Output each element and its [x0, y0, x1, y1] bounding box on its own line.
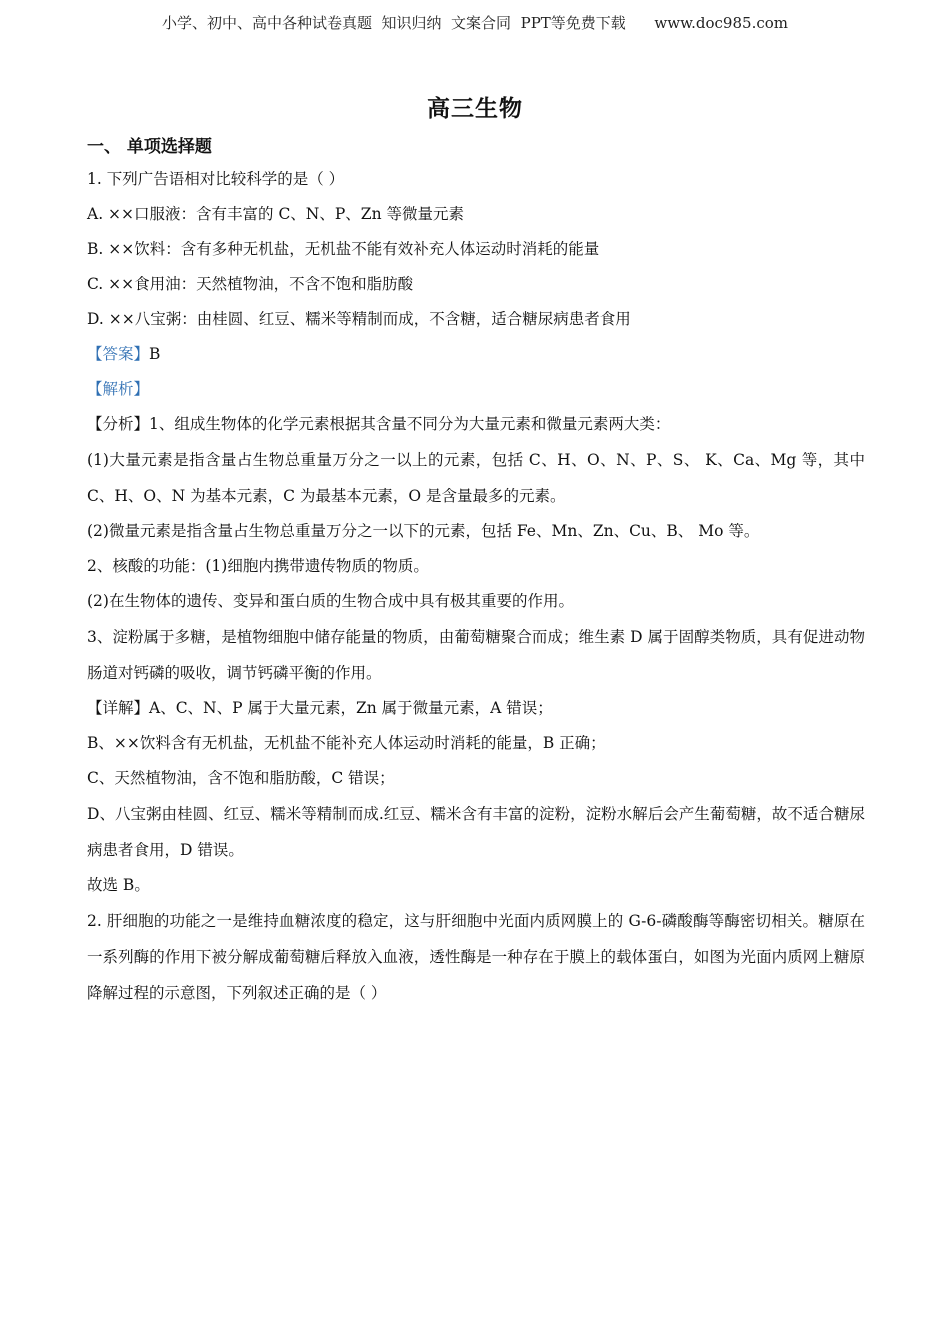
question-2	[87, 903, 865, 1011]
answer-label: 【答案】	[87, 345, 150, 363]
detail-para-4: D、八宝粥由桂圆、红豆、糯米等精制而成.红豆、糯米含有丰富的淀粉，淀粉水解后会产生葡萄糖，故不适合糖尿病患者食用，D 错误。	[87, 805, 865, 859]
question-1	[87, 162, 865, 903]
section-heading: 一、 单项选择题	[87, 137, 212, 157]
detail-para-3: C、天然植物油，含不饱和脂肪酸，C 错误；	[87, 769, 395, 787]
document-body	[87, 134, 865, 1011]
analysis-para-2: (1)大量元素是指含量占生物总重量万分之一以上的元素，包括 C、H、O、N、P、S、 K、Ca、Mg 等，其中 C、H、O、N 为基本元素，C 为最基本元素，O 是含量最多的元素。	[87, 451, 865, 505]
page-title: 高三生物	[427, 95, 523, 122]
option-a: A. ××口服液：含有丰富的 C、N、P、Zn 等微量元素	[87, 205, 464, 223]
conclusion: 故选 B。	[87, 876, 150, 894]
answer-line	[87, 337, 865, 372]
question-stem: 2. 肝细胞的功能之一是维持血糖浓度的稳定，这与肝细胞中光面内质网膜上的 G-6-磷酸酶等酶密切相关。糖原在一系列酶的作用下被分解成葡萄糖后释放入血液，透性酶是一种存在于膜上的载体蛋白，如图为光面内质网上糖原降解过程的示意图，下列叙述正确的是（ ）	[87, 912, 865, 1002]
detail-para-2: B、××饮料含有无机盐，无机盐不能补充人体运动时消耗的能量，B 正确；	[87, 734, 606, 752]
analysis-para-6: 3、淀粉属于多糖，是植物细胞中储存能量的物质，由葡萄糖聚合而成；维生素 D 属于固醇类物质，具有促进动物肠道对钙磷的吸收，调节钙磷平衡的作用。	[87, 628, 865, 682]
analysis-para-3: (2)微量元素是指含量占生物总重量万分之一以下的元素，包括 Fe、Mn、Zn、Cu、B、 Mo 等。	[87, 522, 760, 540]
option-c: C. ××食用油：天然植物油，不含不饱和脂肪酸	[87, 275, 414, 293]
detail-para-1: 【详解】A、C、N、P 属于大量元素，Zn 属于微量元素，A 错误；	[87, 699, 553, 717]
analysis-para-1: 【分析】1、组成生物体的化学元素根据其含量不同分为大量元素和微量元素两大类：	[87, 415, 671, 433]
page-header: 小学、初中、高中各种试卷真题 知识归纳 文案合同 PPT等免费下载 www.doc985.com	[161, 14, 788, 32]
option-d: D. ××八宝粥：由桂圆、红豆、糯米等精制而成，不含糖，适合糖尿病患者食用	[87, 310, 631, 328]
question-stem: 1. 下列广告语相对比较科学的是（ ）	[87, 170, 345, 188]
answer-value: B	[149, 345, 161, 363]
analysis-label: 【解析】	[87, 380, 150, 398]
option-b: B. ××饮料：含有多种无机盐，无机盐不能有效补充人体运动时消耗的能量	[87, 240, 600, 258]
analysis-para-4: 2、核酸的功能：(1)细胞内携带遗传物质的物质。	[87, 557, 429, 575]
analysis-para-5: (2)在生物体的遗传、变异和蛋白质的生物合成中具有极其重要的作用。	[87, 592, 574, 610]
